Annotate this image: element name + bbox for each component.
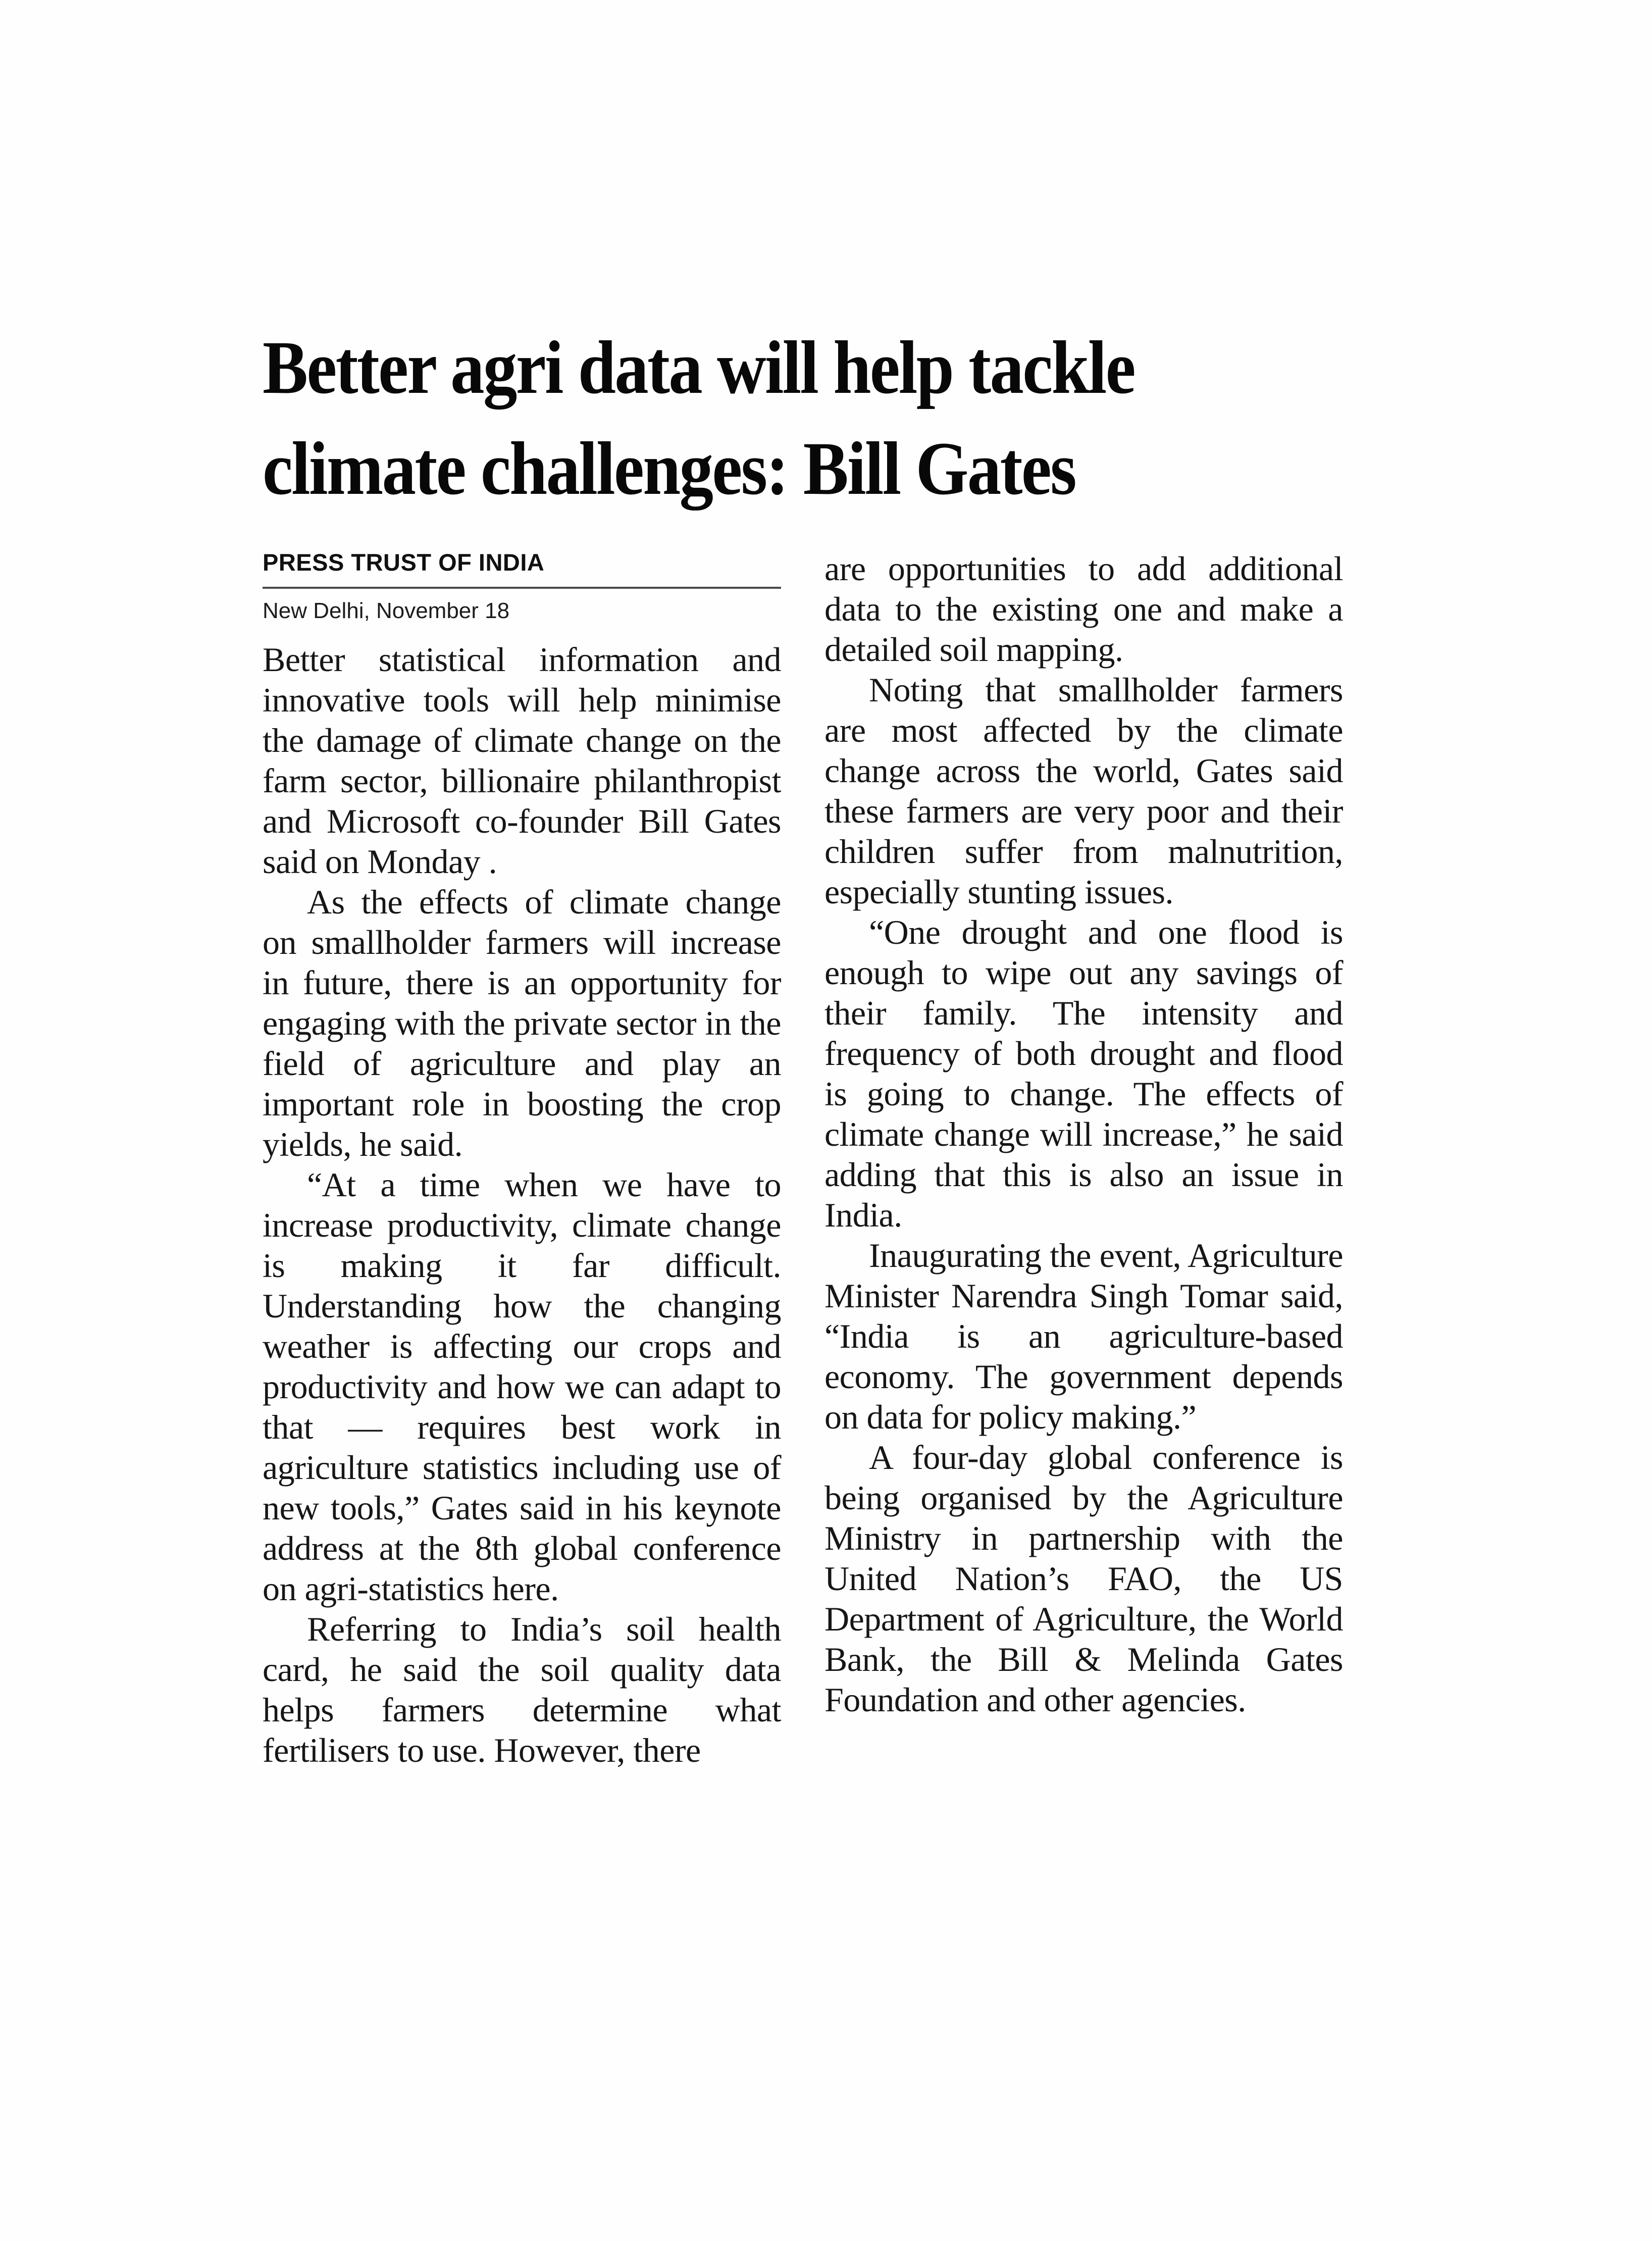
paragraph-right-2: Noting that smallholder farmers are most affected by the climate change across the world, Gates said these farmers are very poor and their children suffer from malnutrition, especially stunting issues. (824, 671, 1343, 911)
paragraph-right-1: are opportunities to add additional data to the existing one and make a detailed soil mapping. (824, 549, 1343, 669)
paragraph-right-3: “One drought and one flood is enough to wipe out any savings of their family. The intensity and frequency of both drought and flood is going to change. The effects of climate change will increase,” he said adding that this is also an issue in India. (824, 913, 1343, 1234)
paragraph-left-1: Better statistical information and innovative tools will help minimise the damage of climate change on the farm sector, billionaire philanthropist and Microsoft co-founder Bill Gates said on Monday . (263, 640, 781, 881)
paragraph-left-4: Referring to India’s soil health card, he said the soil quality data helps farmers determine what fertilisers to use. However, there (263, 1610, 781, 1769)
paragraph-right-5: A four-day global conference is being organised by the Agriculture Ministry in partnership with the United Nation’s FAO, the US Department of Agriculture, the World Bank, the Bill & Melinda Gates Foundation and other agencies. (824, 1438, 1343, 1719)
article (263, 317, 1343, 1770)
dateline: New Delhi, November 18 (263, 598, 510, 623)
headline-line-2: climate challenges: Bill Gates (263, 427, 1075, 511)
article-headline (263, 317, 1235, 519)
paragraph-left-3: “At a time when we have to increase productivity, climate change is making it far difficult. Understanding how the changing weather is affecting our crops and productivity and how we can adapt to that — requires best work in agriculture statistics including use of new tools,” Gates said in his keynote address at the 8th global conference on agri-statistics here. (263, 1165, 781, 1608)
article-columns (263, 548, 1343, 1770)
column-left (263, 548, 781, 1770)
column-right (824, 548, 1343, 1720)
headline-line-1: Better agri data will help tackle (263, 326, 1134, 410)
byline-divider (263, 587, 781, 589)
paragraph-left-2: As the effects of climate change on smallholder farmers will increase in future, there is an opportunity for engaging with the private sector in the field of agriculture and play an important role in boosting the crop yields, he said. (263, 883, 781, 1163)
byline: PRESS TRUST OF INDIA (263, 549, 545, 576)
paragraph-right-4: Inaugurating the event, Agriculture Minister Narendra Singh Tomar said, “India is an agriculture-based economy. The government depends on data for policy making.” (824, 1236, 1343, 1436)
